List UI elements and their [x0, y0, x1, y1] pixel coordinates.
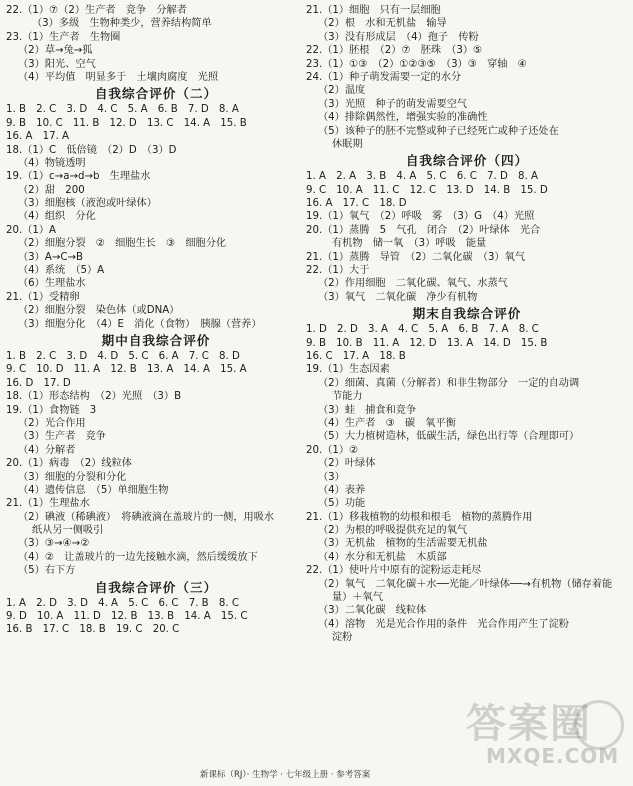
answer-line: 20.（1）蒸腾 5 气孔 闭合 （2）叶绿体 光合	[306, 224, 541, 236]
answer-line: （2）细胞分裂 染色体（或DNA）	[18, 305, 180, 317]
answer-line: （3）没有形成层 （4）孢子 传粉	[318, 31, 479, 43]
answer-line: （4）组织 分化	[18, 211, 96, 223]
answer-line: （3）③→④→②	[18, 538, 90, 550]
answer-line: 16. D 17. D	[6, 377, 71, 389]
answer-line: 22.（1）大于	[306, 265, 370, 277]
answer-line: 16. A 17. A	[6, 131, 70, 143]
answer-line: 23.（1）①③ （2）①②③⑤ （3）③ 穿轴 ④	[306, 58, 527, 70]
answer-line: （5）右下方	[18, 565, 76, 577]
answer-line: （3）二氧化碳 线粒体	[318, 605, 427, 617]
answer-line: （4）物镜透明	[18, 157, 86, 169]
answer-line: （2）根 水和无机盐 输导	[318, 18, 447, 30]
answer-line: （2）温度	[318, 85, 366, 97]
answer-line: 1. A 2. A 3. B 4. A 5. C 6. C 7. D 8. A	[306, 171, 538, 183]
answer-line: 19.（1）食物链 3	[6, 404, 97, 416]
answer-line: 量）＋氧气	[332, 592, 383, 604]
answer-line: （4）系统 （5）A	[18, 265, 105, 277]
answer-line: 21.（1）蒸腾 导管 （2）二氧化碳 （3）氧气	[306, 251, 526, 263]
answer-line: 21.（1）生理盐水	[6, 498, 90, 510]
answer-line: （3）阳光、空气	[18, 58, 96, 70]
answer-line: 22.（1）胚根 （2）⑦ 胚珠 （3）⑤	[306, 45, 483, 57]
answer-line: （2）细菌、真菌（分解者）和非生物部分 一定的自动调	[318, 377, 580, 389]
answer-line: （2）叶绿体	[318, 458, 376, 470]
answer-line: （2）碘液（稀碘液） 将碘液滴在盖玻片的一侧，用吸水	[18, 511, 275, 523]
answer-line: 23.（1）生产者 生物圈	[6, 31, 121, 43]
answer-line: （4）② 让盖玻片的一边先接触水滴，然后缓缓放下	[18, 551, 258, 563]
answer-line: （3）细胞核（液泡或叶绿体）	[18, 198, 157, 210]
answer-line: （2）甜 200	[18, 184, 85, 196]
answer-line: 9. C 10. D 11. A 12. B 13. A 14. A 15. A	[6, 364, 247, 376]
answer-line: （2）光合作用	[18, 417, 86, 429]
answer-line: （3）	[318, 471, 345, 483]
watermark-text: 答案圈	[466, 701, 592, 747]
answer-line: 9. B 10. C 11. B 12. D 13. C 14. A 15. B	[6, 117, 247, 129]
answer-line: 1. B 2. C 3. D 4. D 5. C 6. A 7. C 8. D	[6, 350, 240, 362]
section-title: 自我综合评价（二）	[94, 86, 218, 102]
left-column	[6, 4, 306, 637]
section-title: 期中自我综合评价	[101, 332, 211, 348]
answer-line: （5）大力植树造林，低碳生活，绿色出行等（合理即可）	[318, 431, 580, 443]
answer-line: 19.（1）生态因素	[306, 364, 390, 376]
answer-line: （4）生产者 ③ 碳 氧平衡	[318, 417, 456, 429]
answer-line: （3）细胞的分裂和分化	[18, 471, 127, 483]
answer-line: （2）氧气 二氧化碳＋水──光能／叶绿体──→有机物（储存着能	[318, 578, 613, 590]
answer-line: 22.（1）使叶片中原有的淀粉运走耗尽	[306, 565, 482, 577]
answer-line: 16. A 17. C 18. D	[306, 198, 407, 210]
answer-line: （3）多级 生物种类少，营养结构简单	[32, 18, 212, 30]
watermark-url: MXQE.COM	[486, 744, 620, 768]
answer-line: （4）分解者	[18, 444, 76, 456]
answer-line: 21.（1）受精卵	[6, 291, 80, 303]
watermark-logo	[452, 690, 628, 780]
answer-line: （4）排除偶然性，增强实验的准确性	[318, 112, 488, 124]
answer-line: （3）无机盐 植物的生活需要无机盐	[318, 538, 488, 550]
answer-line: 9. D 10. A 11. D 12. B 13. B 14. A 15. C	[6, 611, 248, 623]
answer-line: （5）该种子的胚不完整或种子已经死亡或种子还处在	[318, 125, 559, 137]
answer-line: 16. C 17. A 18. B	[306, 350, 406, 362]
section-title: 自我综合评价（三）	[94, 579, 218, 595]
answer-line: 21.（1）移栽植物的幼根和根毛 植物的蒸腾作用	[306, 511, 533, 523]
answer-line: 1. A 2. D 3. D 4. A 5. C 6. C 7. B 8. C	[6, 597, 239, 609]
answer-line: 20.（1）②	[306, 444, 359, 456]
answer-line: （3）蛙 捕食和竞争	[318, 404, 417, 416]
answer-line: 休眠期	[332, 138, 363, 150]
answer-line: （3）光照 种子的萌发需要空气	[318, 98, 468, 110]
answer-line: 9. C 10. A 11. C 12. C 13. D 14. B 15. D	[306, 184, 548, 196]
answer-line: （4）遗传信息 （5）单细胞生物	[18, 484, 169, 496]
answer-line: 纸从另一侧吸引	[32, 525, 104, 537]
answer-line: （2）草→兔→狐	[18, 45, 93, 57]
answer-line: 19.（1）氧气 （2）呼吸 雾 （3）G （4）光照	[306, 211, 535, 223]
answer-line: （4）水分和无机盐 木质部	[318, 551, 447, 563]
right-column	[306, 4, 628, 645]
section-title: 期末自我综合评价	[412, 306, 522, 322]
answer-line: 24.（1）种子萌发需要一定的水分	[306, 71, 462, 83]
answer-line: 20.（1）A	[6, 224, 57, 236]
answer-line: （4）平均值 明显多于 土壤肉腐度 光照	[18, 71, 219, 83]
answer-line: 1. D 2. D 3. A 4. C 5. A 6. B 7. A 8. C	[306, 324, 539, 336]
answer-line: 21.（1）细胞 只有一层细胞	[306, 5, 441, 16]
answer-line: 9. B 10. B 11. A 12. D 13. A 14. D 15. B	[306, 337, 548, 349]
answer-line: 19.（1）c→a→d→b 生理盐水	[6, 171, 151, 183]
answer-line: 16. B 17. C 18. B 19. C 20. C	[6, 624, 180, 636]
answer-line: （5）功能	[318, 498, 366, 510]
answer-line: 20.（1）病毒 （2）线粒体	[6, 458, 132, 470]
answer-line: （4）溶物 光是光合作用的条件 光合作用产生了淀粉	[318, 618, 569, 630]
answer-line: 有机物 储一氧 （3）呼吸 能量	[332, 238, 487, 250]
answer-line: （6）生理盐水	[18, 278, 86, 290]
answer-line: （2）作用细胞 二氧化碳、氧气、水蒸气	[318, 278, 508, 290]
answer-line: 淀粉	[332, 632, 353, 644]
answer-line: （3）生产者 竞争	[18, 431, 106, 443]
answer-line: （2）细胞分裂 ② 细胞生长 ③ 细胞分化	[18, 238, 227, 250]
answer-line: （4）表养	[318, 484, 366, 496]
answer-line: 1. B 2. C 3. D 4. C 5. A 6. B 7. D 8. A	[6, 104, 239, 116]
page-footer: 新课标（RJ）· 生物学 · 七年级上册 · 参考答案	[200, 770, 371, 780]
answer-line: （3）A→C→B	[18, 251, 83, 263]
answer-line: 22.（1）⑦（2）生产者 竞争 分解者	[6, 5, 187, 16]
answer-line: （2）为根的呼吸提供充足的氧气	[318, 525, 468, 537]
section-title: 自我综合评价（四）	[405, 153, 529, 169]
answer-line: （3）氧气 二氧化碳 净少有机物	[318, 291, 478, 303]
answer-line: 18.（1）C 低倍镜 （2）D （3）D	[6, 144, 177, 156]
answer-line: 18.（1）形态结构 （2）光照 （3）B	[6, 391, 182, 403]
answer-line: （3）细胞分化 （4）E 消化（食物） 胰腺（营养）	[18, 318, 262, 330]
answer-line: 节能力	[332, 391, 363, 403]
